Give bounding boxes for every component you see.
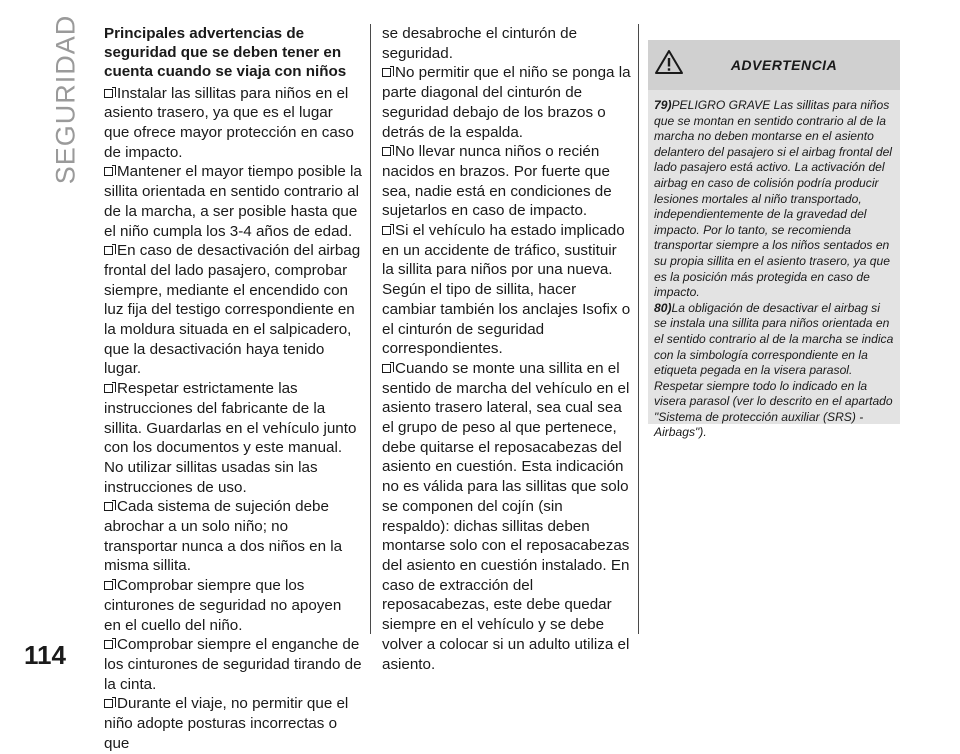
- bullet-box-icon: [382, 226, 391, 235]
- list-item: Instalar las sillitas para niños en el asiento trasero, ya que es el lugar que ofrece mayor protección en caso de impacto.: [104, 84, 354, 161]
- bullet-box-icon: [382, 68, 391, 77]
- list-item: En caso de desactivación del airbag frontal del lado pasajero, comprobar siempre, mediante el encendido con luz fija del testigo correspondiente en la moldura situada en el salpicadero, que la desactivación haya tenido lugar.: [104, 242, 361, 378]
- bullet-box-icon: [104, 581, 113, 590]
- list-item: Comprobar siempre que los cinturones de seguridad no apoyen en el cuello del niño.: [104, 577, 342, 634]
- list-item: Cada sistema de sujeción debe abrochar a un solo niño; no transportar nunca a dos niños en la misma sillita.: [104, 498, 343, 575]
- section-tab: [50, 14, 81, 184]
- bullet-box-icon: [104, 640, 113, 649]
- bullet-box-icon: [104, 167, 113, 176]
- bullet-box-icon: [104, 699, 113, 708]
- page-number: 114: [24, 640, 66, 670]
- warning-header: [648, 40, 900, 90]
- column-divider: [638, 24, 639, 634]
- column-left: [104, 24, 362, 754]
- warning-panel: [648, 40, 900, 440]
- section-title: SEGURIDAD: [50, 14, 81, 184]
- warning-item: 79)PELIGRO GRAVE Las sillitas para niños que se montan en sentido contrario al de la marcha no deben montarse en el asiento delantero del pasajero si el airbag frontal del lado pasajero está activo. La activación del airbag en caso de colisión podría producir lesiones mortales al niño transportado, independientemente de la gravedad del impacto. Por lo tanto, se recomienda transportar siempre a los niños sentados en su propia sillita en el asiento trasero, ya que es la posición más protegida en caso de impacto.: [654, 98, 892, 300]
- list-item: Comprobar siempre el enganche de los cinturones de seguridad tirando de la cinta.: [104, 636, 362, 693]
- section-heading: Principales advertencias de seguridad que se deben tener en cuenta cuando se viaja con niños: [104, 25, 347, 81]
- bullet-box-icon: [382, 147, 391, 156]
- warning-triangle-icon: [654, 49, 684, 75]
- warning-number: 80): [654, 300, 672, 315]
- bullet-box-icon: [104, 246, 113, 255]
- bullet-box-icon: [104, 502, 113, 511]
- warning-item: 80)La obligación de desactivar el airbag si se instala una sillita para niños orientada en el sentido contrario al de la marcha se indica con la simbología correspondiente en la etiqueta pegada en la visera parasol. Respetar siempre todo lo indicado en la visera parasol (ver lo descrito en el apartado "Sistema de protección auxiliar (SRS) - Airbags").: [654, 300, 894, 440]
- warning-title: ADVERTENCIA: [730, 57, 838, 73]
- bullet-box-icon: [104, 384, 113, 393]
- list-item: No permitir que el niño se ponga la parte diagonal del cinturón de seguridad debajo de los brazos o detrás de la espalda.: [382, 64, 631, 141]
- column-middle: [382, 24, 632, 674]
- list-item: Mantener el mayor tiempo posible la sillita orientada en sentido contrario al de la marcha, a ser posible hasta que el niño cumpla los 3-4 años de edad.: [104, 163, 362, 240]
- bullet-box-icon: [382, 364, 391, 373]
- warning-body: [648, 90, 900, 441]
- list-item: Respetar estrictamente las instrucciones del fabricante de la sillita. Guardarlas en el vehículo junto con los documentos y este manual. No utilizar sillitas usadas sin las instrucciones de uso.: [104, 380, 357, 496]
- column-divider: [370, 24, 371, 634]
- list-item: Durante el viaje, no permitir que el niño adopte posturas incorrectas o que: [104, 695, 349, 752]
- bullet-box-icon: [104, 89, 113, 98]
- list-item: Si el vehículo ha estado implicado en un accidente de tráfico, sustituir la sillita para niños por una nueva. Según el tipo de sillita, hacer cambiar también los anclajes Isofix o el cinturón de seguridad correspondientes.: [382, 222, 631, 358]
- continuation-text: se desabroche el cinturón de seguridad.: [382, 25, 578, 62]
- warning-number: 79): [654, 98, 672, 112]
- list-item: Cuando se monte una sillita en el sentido de marcha del vehículo en el asiento trasero lateral, sea cual sea el grupo de peso al que pertenece, debe quitarse el reposacabezas del asiento en cuestión. Esta indicación no es válida para las sillitas que solo se componen del cojín (sin respaldo): dichas sillitas deben montarse solo con el reposacabezas del asiento en cuestión instalado. En caso de extracción del reposacabezas, este debe quedar siempre en el vehículo y se debe volver a colocar si un adulto utiliza el asiento.: [382, 359, 630, 673]
- list-item: No llevar nunca niños o recién nacidos en brazos. Por fuerte que sea, nadie está en condiciones de sujetarlos en caso de impacto.: [382, 143, 612, 220]
